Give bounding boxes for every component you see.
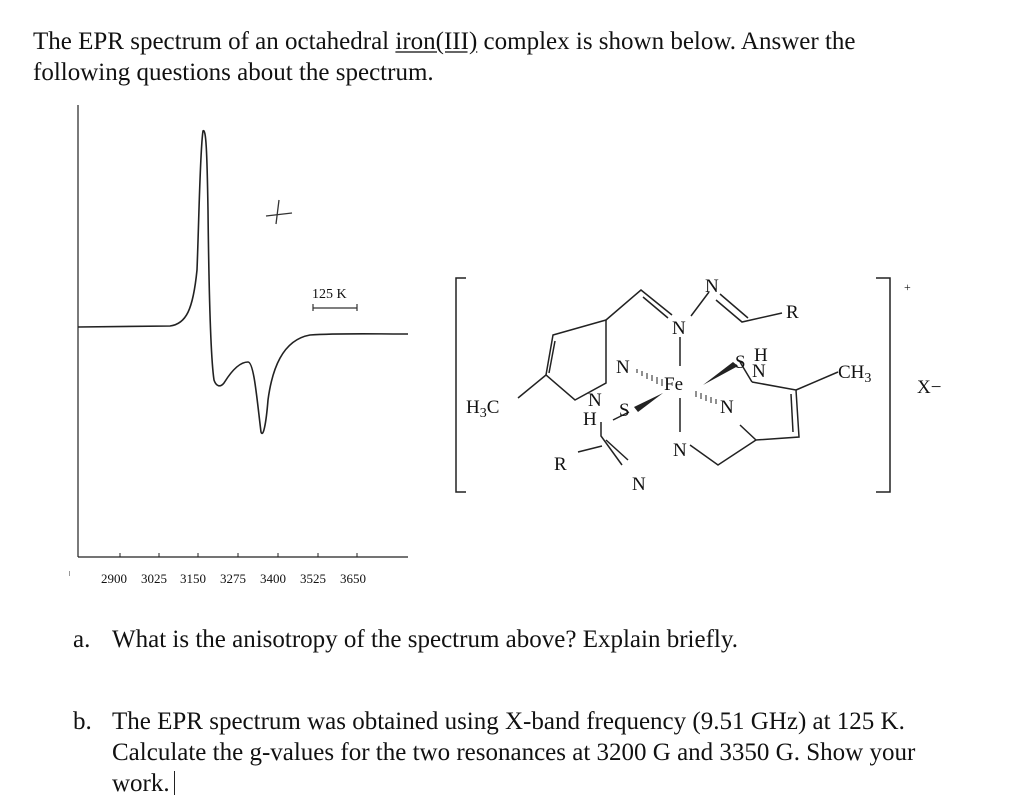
atom-label-r-bottom: R	[554, 454, 567, 475]
question-a	[0, 624, 1024, 658]
x-tick-label: 3650	[340, 571, 366, 586]
atom-label-n-bottom-inner: N	[673, 440, 687, 461]
atom-label-n-left-lower: N	[588, 390, 602, 411]
right-pyrrole-ring	[740, 382, 799, 440]
question-line-last	[112, 768, 1012, 799]
scale-bar	[313, 304, 357, 311]
atom-label-h-left: H	[583, 409, 597, 430]
temperature-label: 125 K	[312, 287, 347, 302]
atom-label-n-right-upper: N	[752, 361, 766, 382]
intro-line-2: following questions about the spectrum.	[33, 59, 434, 86]
x-tick-label: 3400	[260, 571, 286, 586]
question-line: Calculate the g-values for the two resonances at 3200 G and 3350 G. Show your	[112, 739, 916, 766]
intro-iron-link: iron(III)	[395, 28, 478, 55]
atom-label-s-bottom: S	[619, 400, 630, 421]
epr-trace	[78, 131, 408, 434]
methyl-bond-left	[518, 375, 546, 398]
question-text: What is the anisotropy of the spectrum above? Explain briefly.	[112, 626, 738, 653]
text-cursor	[174, 771, 176, 795]
counterion-label: X−	[917, 377, 942, 398]
bracket-left	[456, 278, 466, 492]
left-pyrrole-ring	[546, 320, 606, 400]
atom-label-n-top: N	[705, 276, 719, 297]
top-azine-chain	[606, 290, 782, 322]
bracket-right	[876, 278, 890, 492]
x-tick-label: 3275	[220, 571, 246, 586]
atom-label-n-right-inner: N	[720, 397, 734, 418]
atom-label-r-top: R	[786, 302, 799, 323]
question-line: work.	[112, 770, 170, 797]
intro-text-part2: complex is shown below. Answer the	[477, 28, 856, 55]
atom-label-n-bottom: N	[632, 474, 646, 495]
charge-label: +	[904, 280, 911, 294]
epr-spectrum-plot	[0, 0, 408, 586]
cross-marker	[266, 200, 292, 224]
hashed-bond-right	[696, 391, 716, 404]
atom-label-s-top: S	[735, 352, 746, 373]
x-tick-label: 2900	[101, 571, 127, 586]
atom-label-n-left: N	[616, 357, 630, 378]
question-text	[112, 706, 1012, 799]
x-tick-label: 3025	[141, 571, 167, 586]
atom-label-n-top-inner: N	[672, 318, 686, 339]
x-tick-labels	[101, 571, 366, 586]
wedge-bond-top	[703, 362, 738, 385]
hashed-bond-left	[637, 369, 662, 386]
x-tick-label: 3150	[180, 571, 206, 586]
bottom-azine-chain	[578, 422, 756, 465]
methyl-bond-right	[796, 372, 838, 390]
atom-label-fe: Fe	[664, 374, 683, 395]
atom-label-ch3: $CH_3$	[838, 362, 872, 386]
molecule-atom-labels	[466, 276, 871, 495]
intro-text-part1: The EPR spectrum of an octahedral	[33, 28, 396, 55]
wedge-bond-bottom	[634, 393, 663, 412]
x-tick-label: 3525	[300, 571, 326, 586]
atom-label-h3c: $H_3C$	[466, 397, 500, 421]
question-b	[0, 706, 1024, 806]
question-marker: b.	[73, 708, 92, 735]
stray-mark	[69, 571, 70, 576]
question-line: The EPR spectrum was obtained using X-band frequency (9.51 GHz) at 125 K.	[112, 708, 905, 735]
right-pyrrole-double-bond	[791, 394, 793, 432]
question-marker: a.	[73, 626, 91, 653]
atom-label-h-right: H	[754, 345, 768, 366]
